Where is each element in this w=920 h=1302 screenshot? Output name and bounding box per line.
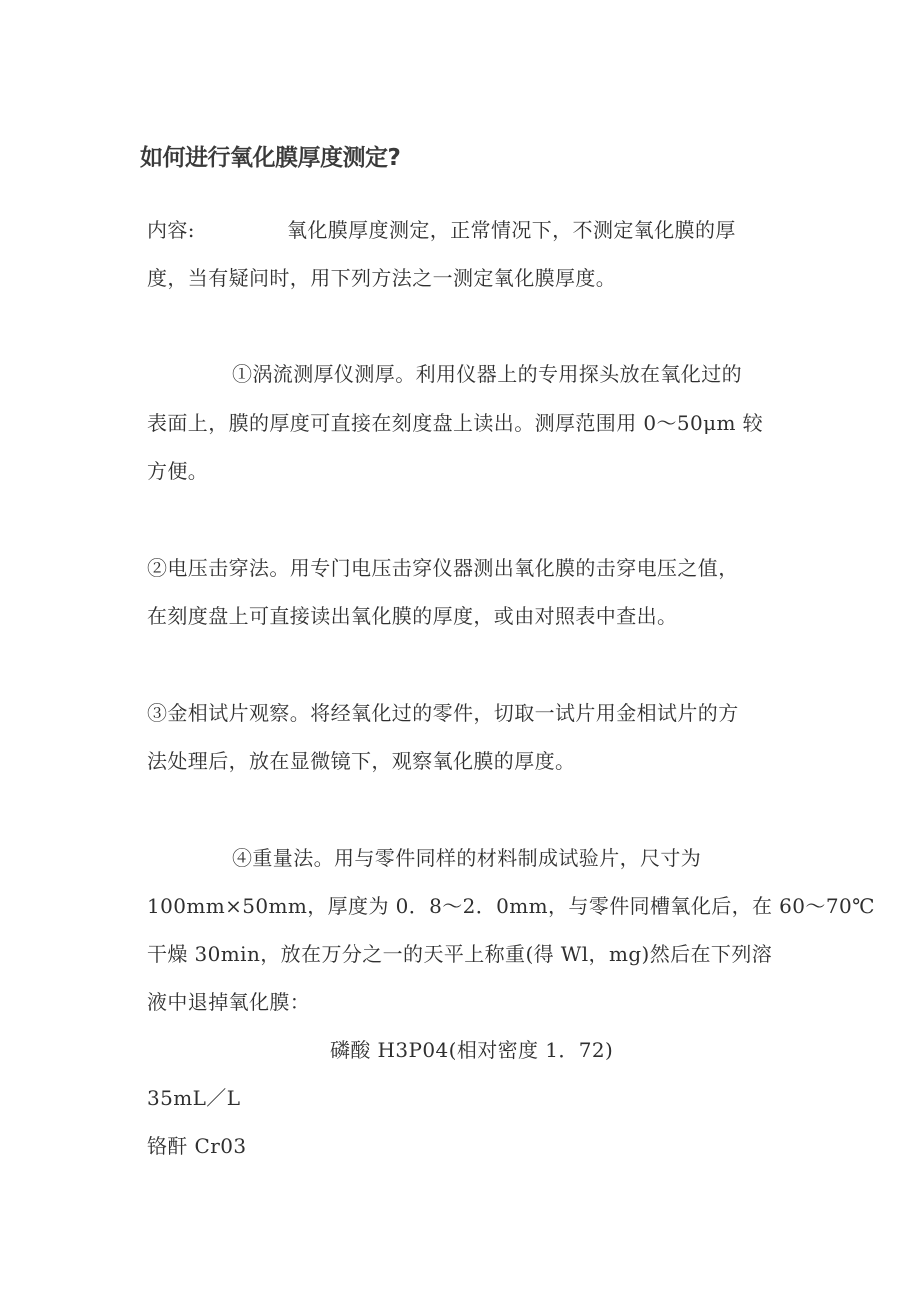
method1-line-3: 方便。 [147, 459, 209, 483]
document-title: 如何进行氧化膜厚度测定? [140, 145, 401, 172]
method3-line-1: ③金相试片观察。将经氧化过的零件，切取一试片用金相试片的方 [147, 701, 739, 725]
intro-label: 内容: [147, 218, 195, 242]
method1-line-2: 表面上，膜的厚度可直接在刻度盘上读出。测厚范围用 0～50μm 较 [147, 411, 764, 435]
method1-line-1: ①涡流测厚仪测厚。利用仪器上的专用探头放在氧化过的 [232, 362, 742, 386]
method2-line-1: ②电压击穿法。用专门电压击穿仪器测出氧化膜的击穿电压之值， [147, 556, 739, 580]
method4-line-1: ④重量法。用与零件同样的材料制成试验片，尺寸为 [232, 846, 702, 870]
solution-line-1: 磷酸 H3P04(相对密度 1．72) [330, 1038, 614, 1062]
method4-line-3: 干燥 30min，放在万分之一的天平上称重(得 Wl，mg)然后在下列溶 [147, 942, 773, 966]
intro-text-1: 氧化膜厚度测定，正常情况下，不测定氧化膜的厚 [286, 218, 736, 242]
solution-line-2: 35mL／L [147, 1086, 241, 1110]
method2-line-2: 在刻度盘上可直接读出氧化膜的厚度，或由对照表中查出。 [147, 604, 678, 628]
solution-line-3: 铬酐 Cr03 [147, 1134, 247, 1158]
method4-line-2: 100mm×50mm，厚度为 0．8～2．0mm，与零件同槽氧化后，在 60～70℃ [147, 894, 875, 918]
method4-line-4: 液中退掉氧化膜： [147, 990, 311, 1014]
intro-line-1 [147, 218, 736, 242]
method3-line-2: 法处理后，放在显微镜下，观察氧化膜的厚度。 [147, 749, 576, 773]
intro-line-2: 度，当有疑问时，用下列方法之一测定氧化膜厚度。 [147, 266, 617, 290]
